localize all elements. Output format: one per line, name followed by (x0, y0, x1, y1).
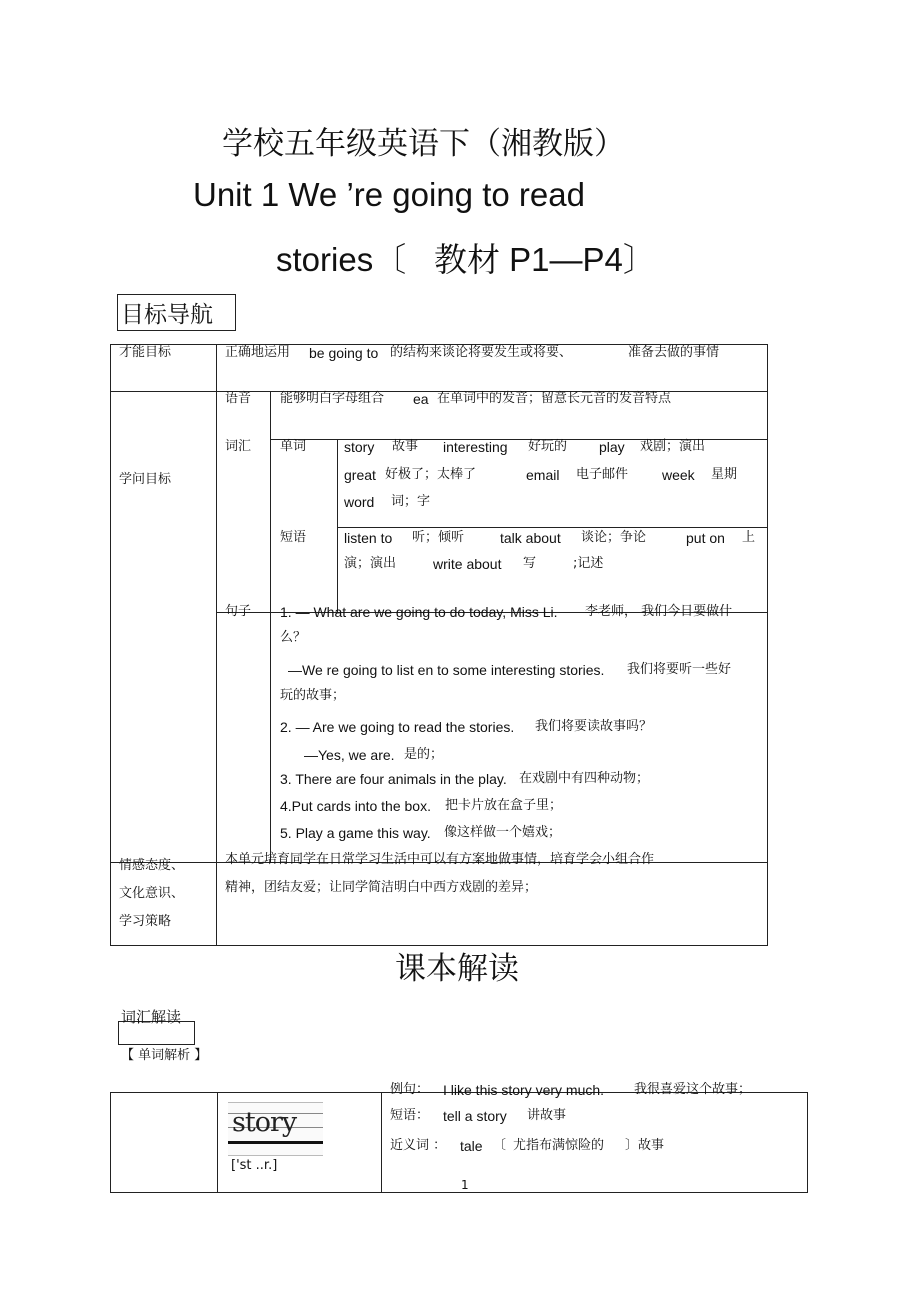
vocab-meaning: 好玩的 (528, 439, 568, 454)
vocab-word: story (344, 439, 375, 455)
sentence-cn: 我们将要听一些好 (627, 662, 732, 677)
word-analysis-heading: 【 单词解析 】 (121, 1048, 208, 1063)
vocab-phrase: talk about (500, 530, 561, 546)
table-rule (337, 439, 338, 612)
example-label: 例句： (390, 1082, 430, 1097)
phrase-cn: 讲故事 (527, 1108, 567, 1123)
sentence-cn: 玩的故事； (280, 688, 346, 703)
table-rule (216, 344, 217, 946)
vocab-meaning: 好极了；太棒了 (385, 467, 477, 482)
sentences-label: 句子 (225, 604, 252, 619)
reading-heading: 课本解读 (395, 951, 519, 987)
vocab-meaning: 戏剧；演出 (640, 439, 706, 454)
row-label-attitude-2: 文化意识、 (119, 886, 185, 901)
vocab-word: word (344, 494, 375, 510)
vocab-meaning: 演；演出 (344, 556, 397, 571)
doc-title-stories: stories〔 (276, 241, 407, 278)
vocab-word: week (662, 467, 695, 483)
sentence-cn: 像这样做一个嬉戏； (444, 825, 562, 840)
synonym-cn: 尤指布满惊险的 (513, 1138, 605, 1153)
page-number: 1 (461, 1178, 469, 1192)
doc-title-pages: 教材 P1—P4〕 (434, 241, 656, 278)
sentence-cn: 李老师， 我们今日要做什 (585, 604, 733, 619)
vocab-phrase: put on (686, 530, 725, 546)
example-en: I like this story very much. (443, 1082, 605, 1098)
vocab-meaning: 写 (523, 556, 537, 571)
vocab-word: great (344, 467, 376, 483)
ability-text: 的结构来谈论将要发生或将要、 (390, 345, 573, 360)
table-rule (110, 344, 111, 946)
section-nav-label: 目标导航 (121, 302, 213, 328)
vocab-word: email (526, 467, 560, 483)
sentence-cn: 么？ (280, 630, 307, 645)
table-rule (337, 527, 768, 528)
vocab-meaning: 故事 (392, 439, 419, 454)
row-label-knowledge: 学问目标 (119, 472, 172, 487)
vocab-label: 词汇 (225, 439, 252, 454)
sentence-cn: 我们将要读故事吗？ (535, 719, 653, 734)
vocab-meaning: 星期 (711, 467, 738, 482)
ability-text: 正确地运用 (225, 345, 291, 360)
vocab-meaning: 上 (742, 530, 756, 545)
vocab-word: play (599, 439, 625, 455)
row-label-ability: 才能目标 (119, 345, 172, 360)
phrases-label: 短语 (280, 530, 307, 545)
vocab-meaning: 听；倾听 (412, 530, 465, 545)
doc-title-chinese: 学校五年级英语下（湘教版） (222, 126, 625, 162)
word-image-text: story (232, 1107, 297, 1138)
row-label-attitude-1: 情感态度、 (119, 858, 185, 873)
synonym-en: tale (460, 1138, 483, 1154)
ability-text-en: be going to (309, 345, 379, 361)
sentence-en: —Yes, we are. (304, 747, 395, 763)
phonetics-text: 在单词中的发音；留意长元音的发音特点 (437, 391, 672, 406)
sentence-cn: 是的； (404, 747, 444, 762)
attitude-text-2: 精神，团结友爱；让同学简洁明白中西方戏剧的差异； (225, 880, 538, 895)
table-rule (270, 391, 271, 863)
phonetics-text-en: ea (413, 391, 429, 407)
vocab-meaning: ;记述 (573, 556, 604, 571)
sentence-cn: 把卡片放在盒子里； (445, 798, 563, 813)
table-rule (110, 1092, 111, 1193)
sentence-cn: 在戏剧中有四种动物； (519, 771, 650, 786)
words-label: 单词 (280, 439, 307, 454)
phrase-en: tell a story (443, 1108, 507, 1124)
vocab-phrase: listen to (344, 530, 393, 546)
sentence-en: —We re going to list en to some interesting stories. (288, 662, 605, 678)
row-label-attitude-3: 学习策略 (119, 914, 172, 929)
example-cn: 我很喜爱这个故事； (634, 1082, 752, 1097)
sentence-en: 1. — What are we going to do today, Miss Li. (280, 604, 558, 620)
sentence-en: 5. Play a game this way. (280, 825, 431, 841)
synonym-cn: 〕故事 (625, 1138, 665, 1153)
table-rule (110, 1192, 808, 1193)
vocab-heading: 词汇解读 (121, 1008, 182, 1026)
table-rule (767, 344, 768, 946)
doc-title-unit: Unit 1 We ’re going to read (193, 176, 585, 213)
vocab-meaning: 电子邮件 (576, 467, 629, 482)
phonetics-text: 能够明白字母组合 (280, 391, 385, 406)
synonym-label: 近义词 ： (390, 1138, 447, 1153)
vocab-meaning: 词；字 (391, 494, 431, 509)
phonetics-label: 语音 (225, 391, 252, 406)
table-rule (217, 1092, 218, 1193)
vocab-phrase: write about (433, 556, 502, 572)
sentence-en: 4.Put cards into the box. (280, 798, 431, 814)
vocab-meaning: 谈论；争论 (581, 530, 647, 545)
table-rule (381, 1092, 382, 1193)
sentence-en: 2. — Are we going to read the stories. (280, 719, 515, 735)
ability-text: 准备去做的事情 (628, 345, 720, 360)
vocab-word: interesting (443, 439, 508, 455)
phrase-label: 短语： (390, 1108, 430, 1123)
sentence-en: 3. There are four animals in the play. (280, 771, 507, 787)
table-rule (807, 1092, 808, 1193)
attitude-text-1: 本单元培育同学在日常学习生活中可以有方案地做事情，培育学会小组合作 (225, 852, 655, 867)
synonym-cn: 〔 (493, 1138, 507, 1153)
word-image (228, 1102, 323, 1156)
phonetic: ['st ..r.] (231, 1158, 278, 1173)
